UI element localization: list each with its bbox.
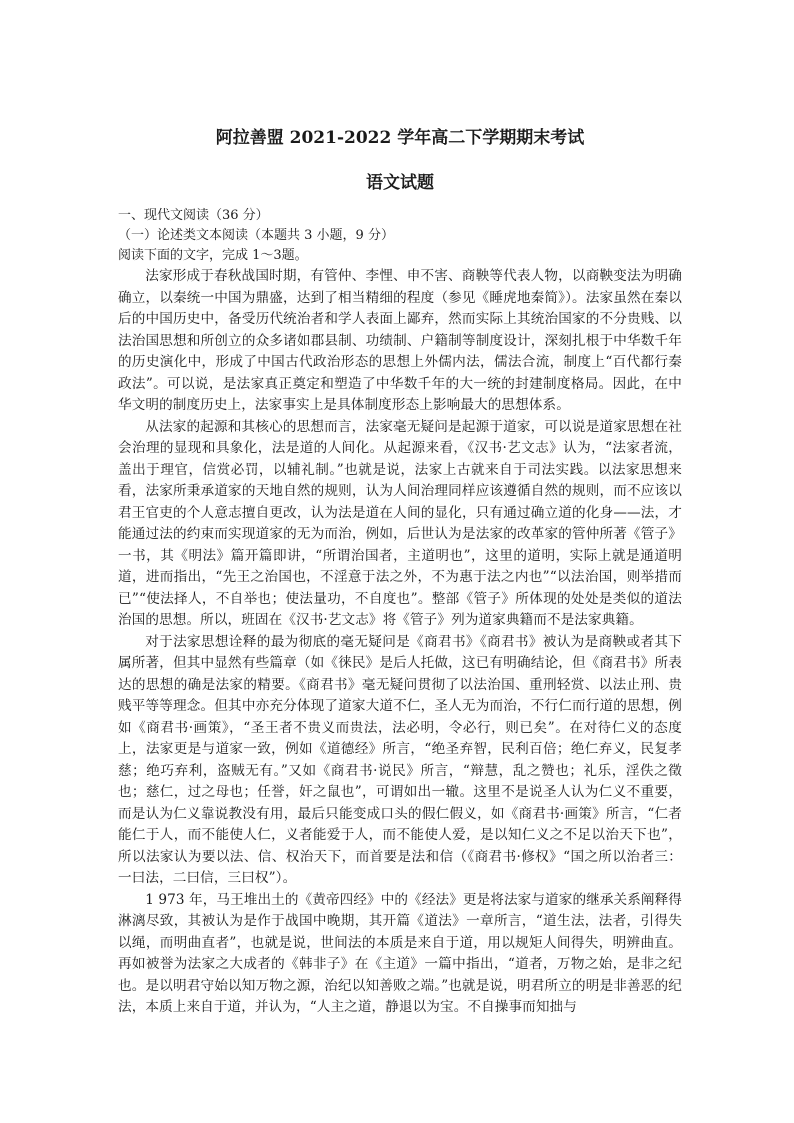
body-paragraph: 法家形成于春秋战国时期，有管仲、李悝、申不害、商鞅等代表人物，以商鞅变法为明确确立，以秦统一中国为鼎盛，达到了相当精细的程度（参见《睡虎地秦简》）。法家虽然在秦以后的中国历史中，备受历代统治者和学人表面上鄙弃，然而实际上其统治国家的不分贵贱、以法治国思想和所创立的众多诸如郡县制、功绩制、户籍制等制度设计，深刻扎根于中华数千年的历史演化中，形成了中国古代政治形态的思想上外儒内法，儒法合流，制度上“百代都行秦政法”。可以说，是法家真正奠定和塑造了中华数千年的大一统的封建制度格局。因此，在中华文明的制度历史上，法家事实上是具体制度形态上影响最大的思想体系。 bbox=[118, 268, 682, 413]
exam-subtitle: 语文试题 bbox=[366, 173, 434, 193]
section-heading: 一、现代文阅读（36 分） bbox=[118, 208, 269, 223]
body-paragraph: 1 973 年，马王堆出土的《黄帝四经》中的《经法》更是将法家与道家的继承关系阐释得淋漓尽致，其被认为是作于战国中晚期，其开篇《道法》一章所言，“道生法，法者，引得失以绳，而明曲直者”，也就是说，世间法的本质是来自于道，用以规矩人间得失，明辨曲直。再如被誉为法家之大成者的《韩非子》在《主道》一篇中指出，“道者，万物之始，是非之纪也。是以明君守始以知万物之源，治纪以知善败之端。”也就是说，明君所立的明是非善恶的纪法，本质上来自于道，并认为，“人主之道，静退以为宝。不自操事而知拙与 bbox=[118, 891, 682, 1015]
exam-title: 阿拉善盟 2021-2022 学年高二下学期期末考试 bbox=[215, 128, 585, 148]
reading-instruction: 阅读下面的文字，完成 1～3题。 bbox=[118, 248, 308, 263]
body-paragraph: 从法家的起源和其核心的思想而言，法家毫无疑问是起源于道家，可以说是道家思想在社会治理的显现和具象化，法是道的人间化。从起源来看，《汉书·艺文志》认为，“法家者流，盖出于理官，信赏必罚，以辅礼制。”也就是说，法家上古就来自于司法实践。以法家思想来看，法家所秉承道家的天地自然的规则，认为人间治理同样应该遵循自然的规则，而不应该以君王官吏的个人意志擅自更改，认为法是道在人间的显化，只有通过确立道的化身——法，才能通过法的约束而实现道家的无为而治，例如，后世认为是法家的改革家的管仲所著《管子》一书，其《明法》篇开篇即讲，“所谓治国者，主道明也”，这里的道明，实际上就是通道明道，进而指出，“先王之治国也，不淫意于法之外，不为惠于法之内也”“以法治国，则举措而已”“使法择人，不自举也；使法量功，不自度也”。整部《管子》所体现的处处是类似的道法治国的思想。所以，班固在《汉书·艺文志》将《管子》列为道家典籍而不是法家典籍。 bbox=[118, 418, 682, 628]
subsection-heading: （一）论述类文本阅读（本题共 3 小题，9 分） bbox=[118, 228, 394, 243]
body-paragraph: 对于法家思想诠释的最为彻底的毫无疑问是《商君书》《商君书》被认为是商鞅或者其下属所著，但其中显然有些篇章（如《徕民》是后人托做，这已有明确结论，但《商君书》所表达的思想的确是法家的精要。《商君书》毫无疑问贯彻了以法治国、重刑轻赏、以法止刑、贵贱平等等理念。但其中亦充分体现了道家大道不仁，圣人无为而治，不行仁而行道的思想，例如《商君书·画策》，“圣王者不贵义而贵法，法必明，令必行，则已矣”。在对待仁义的态度上，法家更是与道家一致，例如《道德经》所言，“绝圣弃智，民利百倍；绝仁弃义，民复孝慈；绝巧弃利，盗贼无有。”又如《商君书·说民》所言，“辩慧，乱之赞也；礼乐，淫佚之徵也；慈仁，过之母也；任誉，奸之鼠也”，可谓如出一辙。这里不是说圣人认为仁义不重要，而是认为仁义靠说教没有用，最后只能变成口头的假仁假义，如《商君书·画策》所言，“仁者能仁于人，而不能使人仁，义者能爱于人，而不能使人爱，是以知仁义之不足以治天下也”，所以法家认为要以法、信、权治天下，而首要是法和信（《商君书·修权》“国之所以治者三：一曰法，二曰信，三曰权”）。 bbox=[118, 633, 682, 886]
